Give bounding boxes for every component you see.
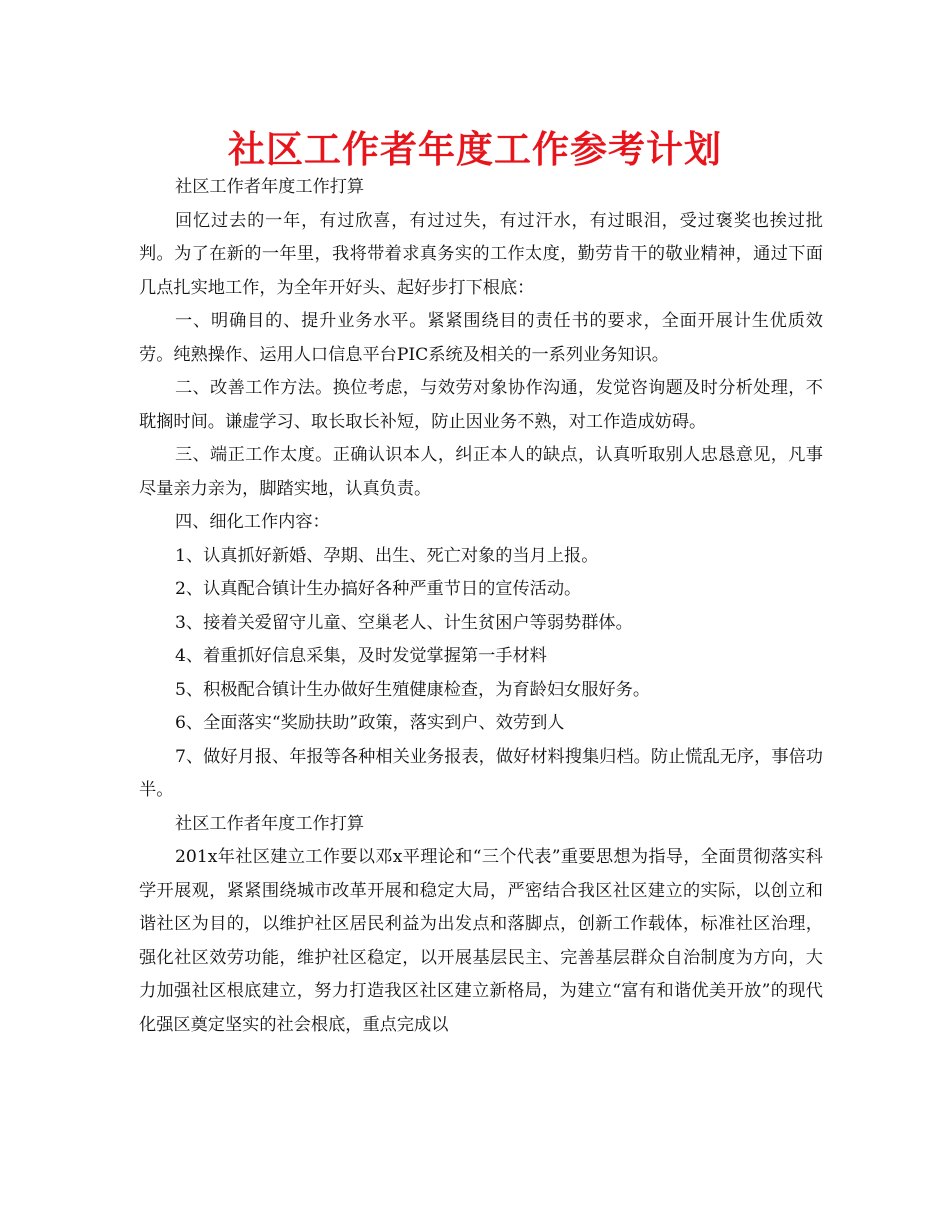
- list-item: 5、积极配合镇计生办做好生殖健康检查，为育龄妇女服好务。: [175, 679, 651, 700]
- document-body: [139, 171, 823, 1042]
- paragraph: 二、改善工作方法。换位考虑，与效劳对象协作沟通，发觉咨询题及时分析处理，不耽搁时间。谦虚学习、取长取长补短，防止因业务不熟，对工作造成妨碍。: [139, 378, 823, 432]
- paragraph: 社区工作者年度工作打算: [175, 813, 365, 834]
- paragraph: 201x年社区建立工作要以邓x平理论和“三个代表”重要思想为指导，全面贯彻落实科学开展观，紧紧围绕城市改革开展和稳定大局，严密结合我区社区建立的实际，以创立和谐社区为目的，以维护社区居民利益为出发点和落脚点，创新工作载体，标准社区治理，强化社区效劳功能，维护社区稳定，以开展基层民主、完善基层群众自治制度为方向，大力加强社区根底建立，努力打造我区社区建立新格局，为建立“富有和谐优美开放”的现代化强区奠定坚实的社会根底，重点完成以: [139, 847, 823, 1035]
- paragraph: 三、端正工作太度。正确认识本人，纠正本人的缺点，认真听取别人忠恳意见，凡事尽量亲力亲为，脚踏实地，认真负责。: [139, 445, 823, 499]
- list-item: 1、认真抓好新婚、孕期、出生、死亡对象的当月上报。: [175, 545, 599, 566]
- paragraph: 社区工作者年度工作打算: [175, 177, 365, 197]
- list-item: 6、全面落实“奖励扶助”政策，落实到户、效劳到人: [175, 713, 565, 733]
- paragraph: 四、细化工作内容：: [175, 512, 330, 532]
- list-item: 7、做好月报、年报等各种相关业务报表，做好材料搜集归档。防止慌乱无序，事倍功半。: [139, 746, 823, 800]
- list-item: 4、着重抓好信息采集，及时发觉掌握第一手材料: [175, 646, 547, 666]
- list-item: 3、接着关爱留守儿童、空巢老人、计生贫困户等弱势群体。: [175, 612, 633, 633]
- document-title: 社区工作者年度工作参考计划: [228, 128, 722, 171]
- paragraph: 回忆过去的一年，有过欣喜，有过过失，有过汗水，有过眼泪，受过褒奖也挨过批判。为了在新的一年里，我将带着求真务实的工作太度，勤劳肯干的敬业精神，通过下面几点扎实地工作，为全年开好头、起好步打下根底：: [139, 210, 823, 298]
- list-item: 2、认真配合镇计生办搞好各种严重节日的宣传活动。: [175, 579, 582, 599]
- paragraph: 一、明确目的、提升业务水平。紧紧围绕目的责任书的要求，全面开展计生优质效劳。纯熟操作、运用人口信息平台PIC系统及相关的一系列业务知识。: [139, 311, 823, 365]
